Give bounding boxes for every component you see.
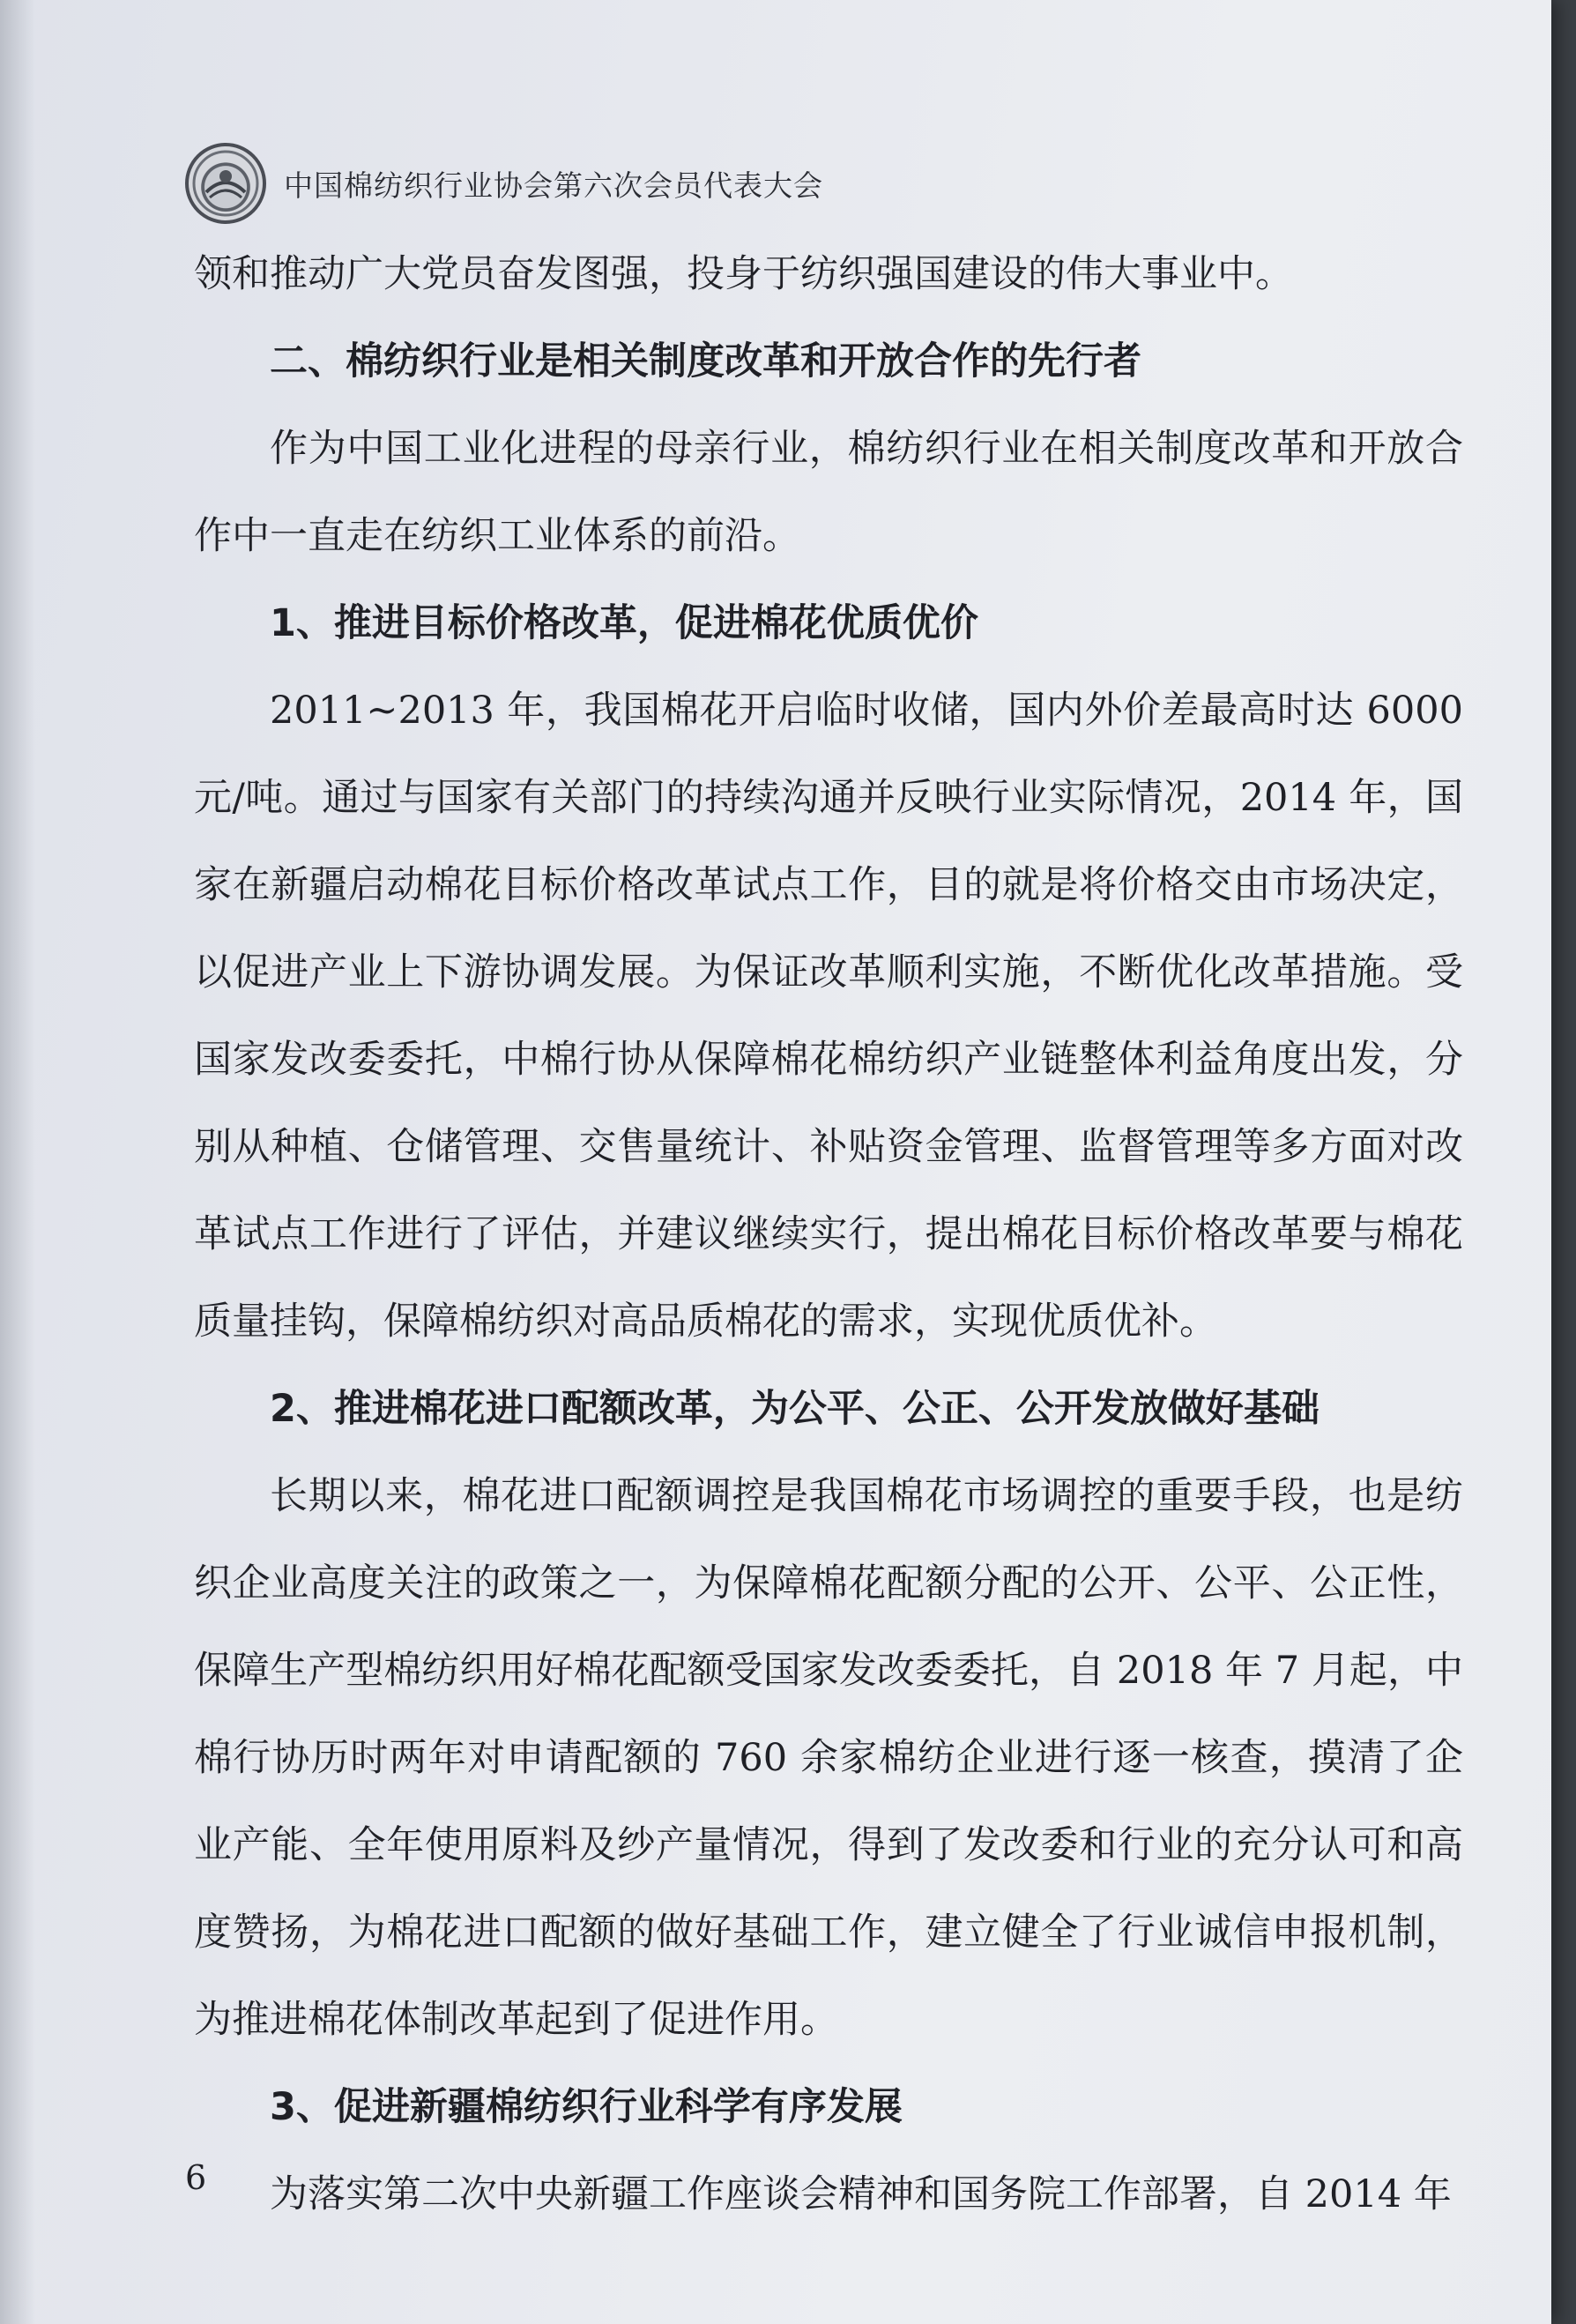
running-header [185,141,823,226]
paragraph-import-quota: 长期以来，棉花进口配额调控是我国棉花市场调控的重要手段，也是纺织企业高度关注的政策之一，为保障棉花配额分配的公开、公平、公正性，保障生产型棉纺织用好棉花配额受国家发改委委托，自 2018 年 7 月起，中棉行协历时两年对申请配额的 760 余家棉纺企业进行逐一核查，摸清了企业产能、全年使用原料及纱产量情况，得到了发改委和行业的充分认可和高度赞扬，为棉花进口配额的做好基础工作，建立健全了行业诚信申报机制，为推进棉花体制改革起到了促进作用。 [194,1474,1463,2042]
paragraph-xinjiang: 为落实第二次中央新疆工作座谈会精神和国务院工作部署，自 2014 年 [270,2172,1452,2216]
page-gutter-shadow [0,0,35,2324]
subheading-3: 3、促进新疆棉纺织行业科学有序发展 [270,2085,903,2129]
paragraph-target-price: 2011~2013 年，我国棉花开启临时收储，国内外价差最高时达 6000 元/吨。通过与国家有关部门的持续沟通并反映行业实际情况，2014 年，国家在新疆启动棉花目标价格改革试点工作，目的就是将价格交由市场决定，以促进产业上下游协调发展。为保证改革顺利实施，不断优化改革措施。受国家发改委委托，中棉行协从保障棉花棉纺织产业链整体利益角度出发，分别从种植、仓储管理、交售量统计、补贴资金管理、监督管理等多方面对改革试点工作进行了评估，并建议继续实行，提出棉花目标价格改革要与棉花质量挂钩，保障棉纺织对高品质棉花的需求，实现优质优补。 [194,689,1463,1344]
page-number: 6 [185,2158,207,2197]
section-heading-2: 二、棉纺织行业是相关制度改革和开放合作的先行者 [270,339,1141,384]
subheading-2: 2、推进棉花进口配额改革，为公平、公正、公开发放做好基础 [270,1387,1320,1431]
paragraph-continuation: 领和推动广大党员奋发图强，投身于纺织强国建设的伟大事业中。 [194,252,1293,296]
header-title: 中国棉纺织行业协会第六次会员代表大会 [284,168,823,203]
association-seal-icon [185,143,266,224]
page-body [194,231,1463,2238]
subheading-1: 1、推进目标价格改革，促进棉花优质优价 [270,601,978,645]
seal-emblem-graphic [189,146,263,220]
paragraph-intro: 作为中国工业化进程的母亲行业，棉纺织行业在相关制度改革和开放合作中一直走在纺织工业体系的前沿。 [194,427,1463,558]
